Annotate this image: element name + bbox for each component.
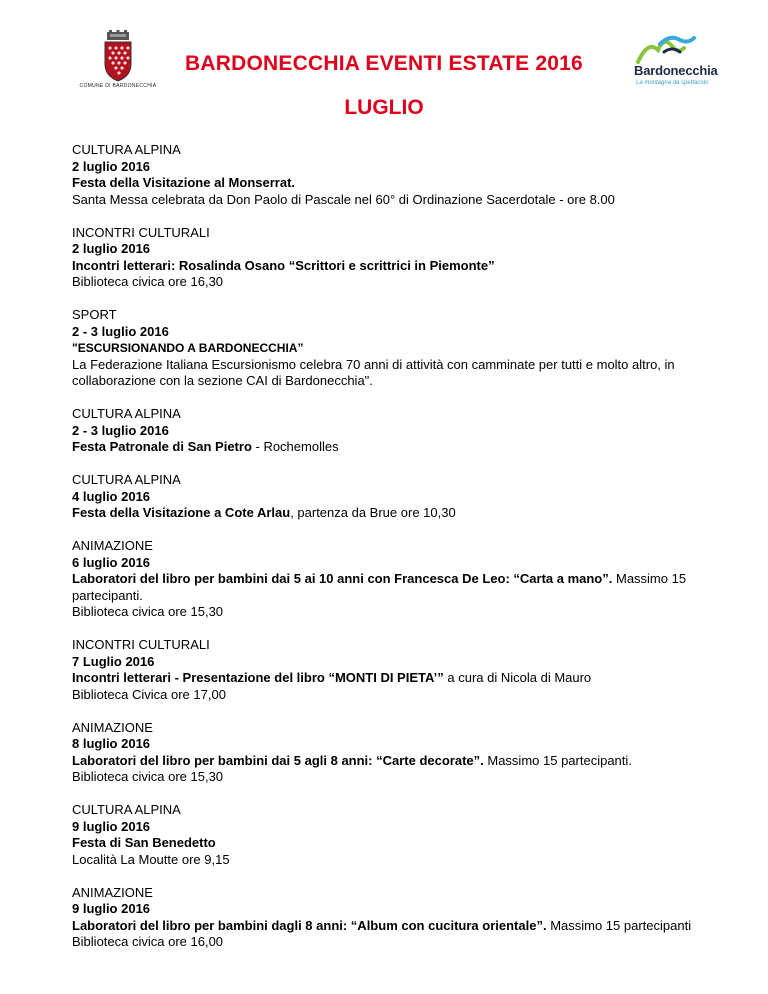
event-category: CULTURA ALPINA	[72, 472, 181, 487]
event-date: 2 - 3 luglio 2016	[72, 323, 169, 339]
event-title: Festa di San Benedetto	[72, 835, 216, 850]
event-item	[72, 142, 692, 208]
event-date: 8 luglio 2016	[72, 736, 151, 751]
event-item	[72, 802, 692, 868]
event-category: CULTURA ALPINA	[72, 142, 181, 157]
event-heading	[72, 670, 692, 687]
document-title: BARDONECCHIA EVENTI ESTATE 2016	[185, 52, 583, 75]
logo-tagline: La montagna da spettacolo	[636, 80, 709, 86]
event-title: Incontri letterari - Presentazione del libro “MONTI DI PIETA’”	[72, 670, 444, 685]
event-item	[72, 225, 692, 291]
event-title-suffix: - Rochemolles	[251, 439, 339, 454]
event-date: 9 luglio 2016	[72, 818, 151, 834]
event-title-suffix: a cura di Nicola di Mauro	[443, 670, 592, 685]
mountain-logo-icon	[634, 32, 704, 64]
event-date: 2 luglio 2016	[72, 241, 151, 256]
month-title: LUGLIO	[344, 96, 424, 119]
event-date: 2 - 3 luglio 2016	[72, 422, 169, 438]
event-description: Biblioteca Civica ore 17,00	[72, 686, 226, 702]
event-item	[72, 472, 692, 522]
event-heading	[72, 439, 692, 456]
event-description: Biblioteca civica ore 15,30	[72, 769, 224, 784]
event-title: Festa della Visitazione al Monserrat.	[72, 175, 296, 190]
event-heading	[72, 175, 692, 192]
event-description: Biblioteca civica ore 16,30	[72, 274, 224, 289]
event-date: 2 luglio 2016	[72, 158, 151, 174]
event-date: 4 luglio 2016	[72, 488, 151, 504]
event-category: ANIMAZIONE	[72, 538, 153, 553]
event-heading	[72, 571, 692, 604]
event-category: CULTURA ALPINA	[72, 802, 181, 817]
event-category: INCONTRI CULTURALI	[72, 224, 210, 240]
event-heading	[72, 918, 692, 935]
event-heading	[72, 505, 692, 522]
event-title: Laboratori del libro per bambini dai 5 agli 8 anni: “Carte decorate”.	[72, 752, 484, 768]
event-category: ANIMAZIONE	[72, 719, 153, 735]
event-title: Incontri letterari: Rosalinda Osano “Scrittori e scrittrici in Piemonte”	[72, 257, 495, 273]
event-title: Laboratori del libro per bambini dagli 8 anni: “Album con cucitura orientale”.	[72, 917, 547, 933]
event-description: Località La Moutte ore 9,15	[72, 851, 230, 867]
event-description: Biblioteca civica ore 15,30	[72, 604, 224, 619]
event-description: Santa Messa celebrata da Don Paolo di Pascale nel 60° di Ordinazione Sacerdotale - ore 8.00	[72, 191, 615, 207]
event-title-suffix: Massimo 15 partecipanti	[546, 917, 692, 933]
bardonecchia-brand-logo	[628, 32, 728, 92]
event-item	[72, 406, 692, 456]
event-title: Festa della Visitazione a Cote Arlau	[72, 505, 291, 520]
event-heading	[72, 258, 692, 275]
event-category: INCONTRI CULTURALI	[72, 637, 210, 652]
event-item	[72, 637, 692, 703]
event-date: 9 luglio 2016	[72, 901, 151, 916]
event-category: CULTURA ALPINA	[72, 406, 181, 421]
event-title-suffix: Massimo 15 partecipanti.	[483, 752, 632, 768]
event-item	[72, 720, 692, 786]
event-item	[72, 307, 692, 390]
event-category: SPORT	[72, 307, 117, 322]
event-date: 6 luglio 2016	[72, 554, 151, 570]
event-item	[72, 885, 692, 951]
event-title: "ESCURSIONANDO A BARDONECCHIA”	[72, 341, 304, 355]
event-heading	[72, 835, 692, 852]
event-title: Laboratori del libro per bambini dai 5 ai 10 anni con Francesca De Leo: “Carta a mano”.	[72, 571, 613, 586]
event-item	[72, 538, 692, 621]
event-title: Festa Patronale di San Pietro	[72, 439, 252, 454]
crest-caption: COMUNE DI BARDONECCHIA	[79, 83, 157, 89]
event-title-suffix: Massimo 15 partecipanti.	[72, 571, 687, 603]
event-list	[72, 142, 692, 967]
logo-name: Bardonecchia	[634, 63, 718, 78]
event-date: 7 Luglio 2016	[72, 653, 155, 669]
event-heading	[72, 340, 692, 357]
event-description: La Federazione Italiana Escursionismo celebra 70 anni di attività con camminate per tutti e molto altro, in collaborazione con la sezione CAI di Bardonecchia".	[72, 356, 675, 388]
event-title-suffix: , partenza da Brue ore 10,30	[290, 505, 456, 520]
event-category: ANIMAZIONE	[72, 884, 153, 900]
event-heading	[72, 753, 692, 770]
event-description: Biblioteca civica ore 16,00	[72, 934, 224, 949]
